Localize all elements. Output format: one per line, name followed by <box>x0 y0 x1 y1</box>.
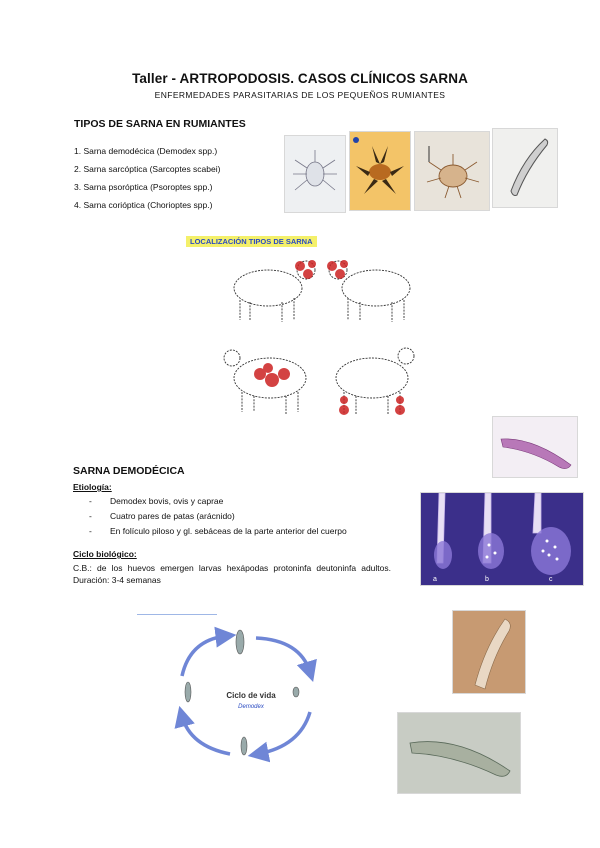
chorioptes-photo <box>492 128 558 208</box>
section-heading-tipos: TIPOS DE SARNA EN RUMIANTES <box>74 118 246 130</box>
demodex-stained-photo <box>492 416 578 478</box>
cycle-center-subtitle: Demodex <box>238 704 264 710</box>
bullet-dash: - <box>89 526 92 536</box>
etiologia-label: Etiología: <box>73 482 112 492</box>
follicle-illustration <box>420 492 584 586</box>
microscope-mite-photo <box>397 712 521 794</box>
page-subtitle: ENFERMEDADES PARASITARIAS DE LOS PEQUEÑOS RUMIANTES <box>154 90 446 100</box>
psoroptes-photo <box>414 131 490 211</box>
ciclo-text: C.B.: de los huevos emergen larvas hexápodas protoninfa deutoninfa adultos. Duración: 3-4 semanas <box>73 563 391 585</box>
bullet-dash: - <box>89 496 92 506</box>
demodex-photo <box>284 135 346 213</box>
follicle-label-b: b <box>485 576 489 583</box>
life-cycle-diagram <box>160 616 342 778</box>
localizacion-label: LOCALIZACIÓN TIPOS DE SARNA <box>186 236 317 247</box>
sheep-localization-diagram <box>220 250 422 440</box>
list-item: 1. Sarna demodécica (Demodex spp.) <box>74 146 218 156</box>
divider <box>137 614 217 615</box>
ciclo-label: Ciclo biológico: <box>73 549 137 559</box>
section-heading-demodecica: SARNA DEMODÉCICA <box>73 465 185 477</box>
etiologia-item: Demodex bovis, ovis y caprae <box>110 496 224 506</box>
etiologia-item: Cuatro pares de patas (arácnido) <box>110 511 235 521</box>
bullet-dash: - <box>89 511 92 521</box>
sarcoptes-photo <box>349 131 411 211</box>
follicle-mite-photo <box>452 610 526 694</box>
list-item: 3. Sarna psoróptica (Psoroptes spp.) <box>74 182 213 192</box>
cycle-center-title: Ciclo de vida <box>226 691 276 700</box>
follicle-label-c: c <box>549 576 553 583</box>
etiologia-item: En folículo piloso y gl. sebáceas de la parte anterior del cuerpo <box>110 526 347 536</box>
page-title: Taller - ARTROPODOSIS. CASOS CLÍNICOS SARNA <box>132 71 468 86</box>
list-item: 4. Sarna corióptica (Chorioptes spp.) <box>74 200 213 210</box>
follicle-label-a: a <box>433 576 437 583</box>
list-item: 2. Sarna sarcóptica (Sarcoptes scabei) <box>74 164 221 174</box>
